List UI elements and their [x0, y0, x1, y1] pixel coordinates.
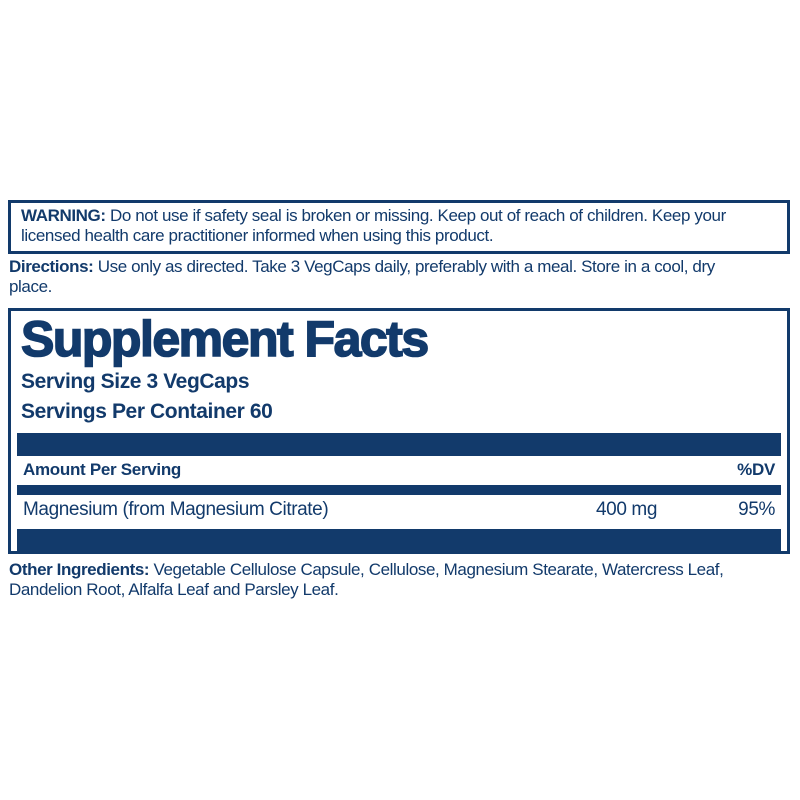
nutrient-name: Magnesium (from Magnesium Citrate): [23, 499, 329, 520]
directions-label: Directions:: [9, 257, 94, 276]
other-ingredients-label: Other Ingredients:: [9, 560, 150, 579]
directions-line-2: place.: [9, 277, 52, 296]
supplement-facts-title: Supplement Facts: [21, 311, 428, 367]
other-ingredients-line-1: Vegetable Cellulose Capsule, Cellulose, Magnesium Stearate, Watercress Leaf,: [153, 560, 724, 579]
warning-text: [21, 206, 777, 246]
serving-size: Serving Size 3 VegCaps: [21, 370, 250, 393]
nutrient-row: [17, 495, 781, 525]
supplement-facts-panel: [8, 308, 790, 554]
divider-bar-thin: [17, 485, 781, 495]
divider-bar-thick-bottom: [17, 529, 781, 552]
warning-line-1: Do not use if safety seal is broken or missing. Keep out of reach of children. Keep your: [109, 206, 726, 225]
directions-line-1: Use only as directed. Take 3 VegCaps daily, preferably with a meal. Store in a cool, dry: [97, 257, 715, 276]
nutrient-percent-dv: 95%: [738, 499, 775, 520]
facts-header-row: [17, 456, 781, 483]
other-ingredients-line-2: Dandelion Root, Alfalfa Leaf and Parsley Leaf.: [9, 580, 339, 599]
servings-per-container: Servings Per Container 60: [21, 400, 273, 423]
warning-box: [8, 200, 790, 254]
warning-line-2: licensed health care practitioner informed when using this product.: [21, 226, 494, 245]
amount-per-serving-header: Amount Per Serving: [23, 460, 182, 479]
percent-dv-header: %DV: [737, 460, 775, 479]
directions-text: [9, 257, 790, 297]
warning-label: WARNING:: [21, 206, 106, 225]
other-ingredients-text: [9, 560, 790, 600]
nutrient-amount: 400 mg: [596, 499, 657, 520]
divider-bar-thick-top: [17, 433, 781, 456]
